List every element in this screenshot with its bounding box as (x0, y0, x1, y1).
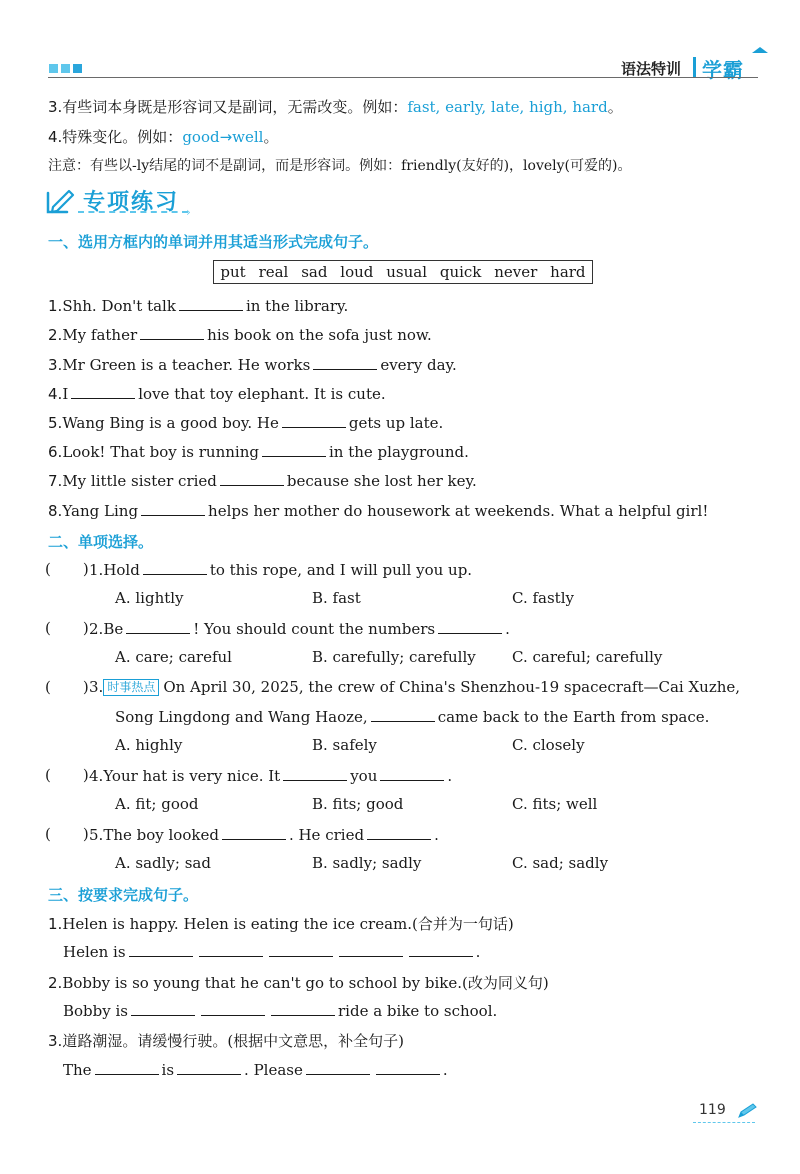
mc-answer-paren[interactable]: ( ) (45, 825, 89, 843)
mc-answer-paren[interactable]: ( ) (45, 766, 89, 784)
mc-answer-paren[interactable]: ( ) (45, 560, 89, 578)
part1-question-1: 1.Shh. Don't talk in the library. (48, 297, 349, 315)
mc-option-a[interactable]: A. care; careful (115, 648, 232, 666)
answer-blank[interactable] (141, 501, 205, 516)
answer-blank[interactable] (129, 942, 193, 957)
header-section-label: 语法特训 (621, 60, 682, 78)
word-box-item: loud (340, 263, 374, 281)
mc-option-c[interactable]: C. fastly (512, 589, 574, 607)
mc-option-c[interactable]: C. sad; sadly (512, 854, 609, 872)
answer-blank (371, 707, 435, 722)
answer-blank (380, 766, 444, 781)
mc-question-1: 1.Hold to this rope, and I will pull you up. (89, 561, 473, 579)
answer-blank (283, 766, 347, 781)
rewrite-answer-3: The is . Please . (63, 1061, 448, 1079)
answer-blank[interactable] (262, 442, 326, 457)
chevron-right-icon: › (186, 205, 191, 219)
answer-blank[interactable] (306, 1060, 370, 1075)
part1-question-7: 7.My little sister cried because she lost her key. (48, 472, 477, 490)
mc-option-a[interactable]: A. fit; good (115, 795, 199, 813)
mc-question-3: 3. 时事热点 On April 30, 2025, the crew of China's Shenzhou-19 spacecraft—Cai Xuzhe, (89, 678, 741, 696)
graduation-cap-icon (752, 47, 768, 53)
pen-note-icon (45, 187, 75, 215)
part3-title: 三、按要求完成句子。 (48, 886, 199, 904)
mc-option-b[interactable]: B. sadly; sadly (312, 854, 422, 872)
mc-option-a[interactable]: A. lightly (115, 589, 184, 607)
answer-blank[interactable] (313, 355, 377, 370)
word-box (213, 260, 593, 284)
mc-option-b[interactable]: B. fits; good (312, 795, 404, 813)
mc-option-a[interactable]: A. sadly; sad (115, 854, 211, 872)
practice-dash-line (78, 211, 188, 213)
mc-question-2: 2.Be ! You should count the numbers . (89, 620, 510, 638)
mc-option-c[interactable]: C. fits; well (512, 795, 598, 813)
note-item-3: 3.有些词本身既是形容词又是副词，无需改变。例如：fast, early, late, high, hard。 (48, 98, 623, 116)
part1-question-6: 6.Look! That boy is running in the playground. (48, 443, 469, 461)
part1-question-2: 2.My father his book on the sofa just now. (48, 326, 432, 344)
answer-blank[interactable] (269, 942, 333, 957)
mc-question-4: 4.Your hat is very nice. It you . (89, 767, 453, 785)
rewrite-question-1: 1.Helen is happy. Helen is eating the ice cream.(合并为一句话) (48, 915, 514, 933)
header-squares (49, 64, 82, 73)
answer-blank (438, 619, 502, 634)
answer-blank (126, 619, 190, 634)
practice-title: 专项练习 (83, 190, 180, 215)
page-number: 119 (699, 1102, 726, 1118)
word-box-item: real (258, 263, 289, 281)
word-box-item: put (220, 263, 246, 281)
pencil-icon (736, 1103, 758, 1119)
part1-title: 一、选用方框内的单词并用其适当形式完成句子。 (48, 233, 379, 251)
mc-option-a[interactable]: A. highly (115, 736, 183, 754)
answer-blank[interactable] (409, 942, 473, 957)
answer-blank[interactable] (282, 413, 346, 428)
answer-blank[interactable] (199, 942, 263, 957)
answer-blank[interactable] (271, 1001, 335, 1016)
mc-option-c[interactable]: C. closely (512, 736, 585, 754)
footer-dash-line (693, 1122, 755, 1123)
mc-question-3-line-2: Song Lingdong and Wang Haoze, came back to the Earth from space. (115, 708, 710, 726)
answer-blank (367, 825, 431, 840)
rewrite-answer-1: Helen is . (63, 943, 481, 961)
word-box-item: quick (439, 263, 482, 281)
answer-blank[interactable] (376, 1060, 440, 1075)
part1-question-3: 3.Mr Green is a teacher. He works every day. (48, 356, 457, 374)
answer-blank[interactable] (201, 1001, 265, 1016)
answer-blank[interactable] (131, 1001, 195, 1016)
mc-option-b[interactable]: B. carefully; carefully (312, 648, 476, 666)
header-divider (693, 57, 696, 77)
rewrite-answer-2: Bobby is ride a bike to school. (63, 1002, 498, 1020)
rewrite-question-2: 2.Bobby is so young that he can't go to school by bike.(改为同义句) (48, 974, 549, 992)
answer-blank (143, 560, 207, 575)
mc-option-b[interactable]: B. safely (312, 736, 377, 754)
mc-option-b[interactable]: B. fast (312, 589, 361, 607)
word-box-item: never (494, 263, 538, 281)
header-logo: 学霸 (702, 58, 744, 82)
mc-option-c[interactable]: C. careful; carefully (512, 648, 663, 666)
note-attention: 注意：有些以-ly结尾的词不是副词，而是形容词。例如：friendly(友好的)，lovely(可爱的)。 (48, 158, 632, 174)
part1-question-4: 4.I love that toy elephant. It is cute. (48, 385, 386, 403)
word-box-item: hard (550, 263, 586, 281)
part1-question-5: 5.Wang Bing is a good boy. He gets up late. (48, 414, 444, 432)
answer-blank (222, 825, 286, 840)
word-box-item: sad (301, 263, 328, 281)
answer-blank[interactable] (140, 325, 204, 340)
answer-blank[interactable] (339, 942, 403, 957)
mc-question-5: 5.The boy looked . He cried . (89, 826, 439, 844)
answer-blank[interactable] (177, 1060, 241, 1075)
answer-blank[interactable] (95, 1060, 159, 1075)
answer-blank[interactable] (71, 384, 135, 399)
note-item-4: 4.特殊变化。例如：good→well。 (48, 128, 279, 146)
answer-blank[interactable] (220, 471, 284, 486)
part2-title: 二、单项选择。 (48, 533, 154, 551)
rewrite-question-3: 3.道路潮湿。请缓慢行驶。(根据中文意思，补全句子) (48, 1032, 405, 1050)
word-box-item: usual (386, 263, 427, 281)
header-rule (48, 77, 758, 78)
answer-blank[interactable] (179, 296, 243, 311)
mc-answer-paren[interactable]: ( ) (45, 619, 89, 637)
current-events-tag: 时事热点 (103, 679, 159, 696)
mc-answer-paren[interactable]: ( ) (45, 678, 89, 696)
part1-question-8: 8.Yang Ling helps her mother do housework at weekends. What a helpful girl! (48, 502, 709, 520)
